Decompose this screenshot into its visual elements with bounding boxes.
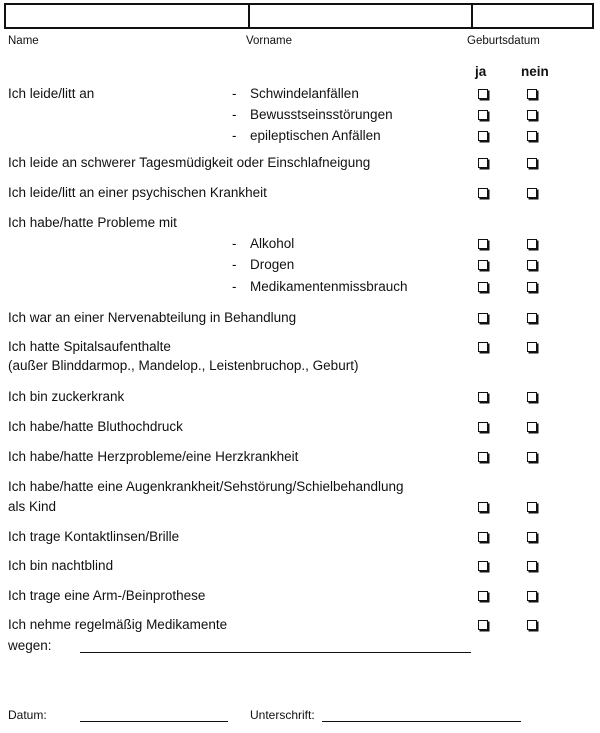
signature-label: Unterschrift: — [250, 708, 315, 722]
sub-bullet: - — [232, 236, 237, 251]
sub-item: Drogen — [250, 257, 295, 272]
sub-bullet: - — [232, 279, 237, 294]
checkbox-ja[interactable] — [478, 260, 488, 270]
checkbox-nein[interactable] — [527, 131, 537, 141]
checkbox-nein[interactable] — [527, 422, 537, 432]
checkbox-ja[interactable] — [478, 239, 488, 249]
checkbox-nein[interactable] — [527, 260, 537, 270]
date-label: Datum: — [8, 708, 47, 722]
sub-item: Schwindelanfällen — [250, 86, 359, 101]
question-text: Ich trage eine Arm-/Beinprothese — [8, 588, 206, 603]
geburtsdatum-label: Geburtsdatum — [467, 35, 540, 47]
reason-label: wegen: — [8, 638, 52, 653]
checkbox-ja[interactable] — [478, 452, 488, 462]
question-text: Ich leide/litt an — [8, 86, 95, 101]
column-header-nein: nein — [521, 64, 549, 79]
question-text: Ich habe/hatte Probleme mit — [8, 215, 177, 230]
checkbox-nein[interactable] — [527, 342, 537, 352]
name-label: Name — [8, 35, 39, 47]
sub-item: Bewusstseinsstörungen — [250, 107, 393, 122]
question-text: Ich habe/hatte eine Augenkrankheit/Sehstörung/Schielbehandlung — [8, 479, 404, 494]
checkbox-ja[interactable] — [478, 561, 488, 571]
question-text: Ich leide/litt an einer psychischen Krankheit — [8, 185, 267, 200]
checkbox-ja[interactable] — [478, 158, 488, 168]
vorname-label: Vorname — [246, 35, 293, 47]
checkbox-nein[interactable] — [527, 392, 537, 402]
checkbox-ja[interactable] — [478, 89, 488, 99]
checkbox-ja[interactable] — [478, 591, 488, 601]
checkbox-nein[interactable] — [527, 452, 537, 462]
checkbox-nein[interactable] — [527, 502, 537, 512]
checkbox-nein[interactable] — [527, 532, 537, 542]
sub-bullet: - — [232, 86, 237, 101]
sub-item: epileptischen Anfällen — [250, 128, 381, 143]
vorname-field[interactable] — [250, 5, 473, 27]
checkbox-ja[interactable] — [478, 392, 488, 402]
checkbox-nein[interactable] — [527, 282, 537, 292]
question-text: Ich trage Kontaktlinsen/Brille — [8, 529, 180, 544]
checkbox-ja[interactable] — [478, 282, 488, 292]
sub-bullet: - — [232, 107, 237, 122]
question-text: Ich bin zuckerkrank — [8, 389, 125, 404]
question-text-continued: als Kind — [8, 499, 57, 514]
checkbox-ja[interactable] — [478, 342, 488, 352]
checkbox-nein[interactable] — [527, 158, 537, 168]
question-text: Ich nehme regelmäßig Medikamente — [8, 617, 228, 632]
question-text: Ich habe/hatte Bluthochdruck — [8, 419, 183, 434]
sub-bullet: - — [232, 128, 237, 143]
sub-item: Medikamentenmissbrauch — [250, 279, 408, 294]
checkbox-ja[interactable] — [478, 620, 488, 630]
personal-data-box — [4, 3, 594, 29]
checkbox-nein[interactable] — [527, 620, 537, 630]
checkbox-ja[interactable] — [478, 131, 488, 141]
checkbox-ja[interactable] — [478, 422, 488, 432]
question-text: Ich hatte Spitalsaufenthalte — [8, 339, 171, 354]
question-text: Ich habe/hatte Herzprobleme/eine Herzkrankheit — [8, 449, 299, 464]
name-field[interactable] — [6, 5, 250, 27]
reason-input-line[interactable] — [80, 652, 471, 653]
checkbox-nein[interactable] — [527, 239, 537, 249]
checkbox-nein[interactable] — [527, 89, 537, 99]
checkbox-nein[interactable] — [527, 110, 537, 120]
checkbox-nein[interactable] — [527, 188, 537, 198]
checkbox-nein[interactable] — [527, 561, 537, 571]
geburtsdatum-field[interactable] — [473, 5, 592, 27]
checkbox-ja[interactable] — [478, 313, 488, 323]
checkbox-nein[interactable] — [527, 313, 537, 323]
checkbox-ja[interactable] — [478, 188, 488, 198]
question-text: Ich bin nachtblind — [8, 558, 114, 573]
checkbox-ja[interactable] — [478, 502, 488, 512]
sub-bullet: - — [232, 257, 237, 272]
column-header-ja: ja — [475, 64, 487, 79]
checkbox-ja[interactable] — [478, 532, 488, 542]
sub-item: Alkohol — [250, 236, 295, 251]
signature-input-line[interactable] — [322, 721, 521, 722]
checkbox-nein[interactable] — [527, 591, 537, 601]
date-input-line[interactable] — [80, 721, 228, 722]
question-note: (außer Blinddarmop., Mandelop., Leistenbruchop., Geburt) — [8, 358, 359, 373]
checkbox-ja[interactable] — [478, 110, 488, 120]
question-text: Ich leide an schwerer Tagesmüdigkeit oder Einschlafneigung — [8, 155, 371, 170]
question-text: Ich war an einer Nervenabteilung in Behandlung — [8, 310, 297, 325]
